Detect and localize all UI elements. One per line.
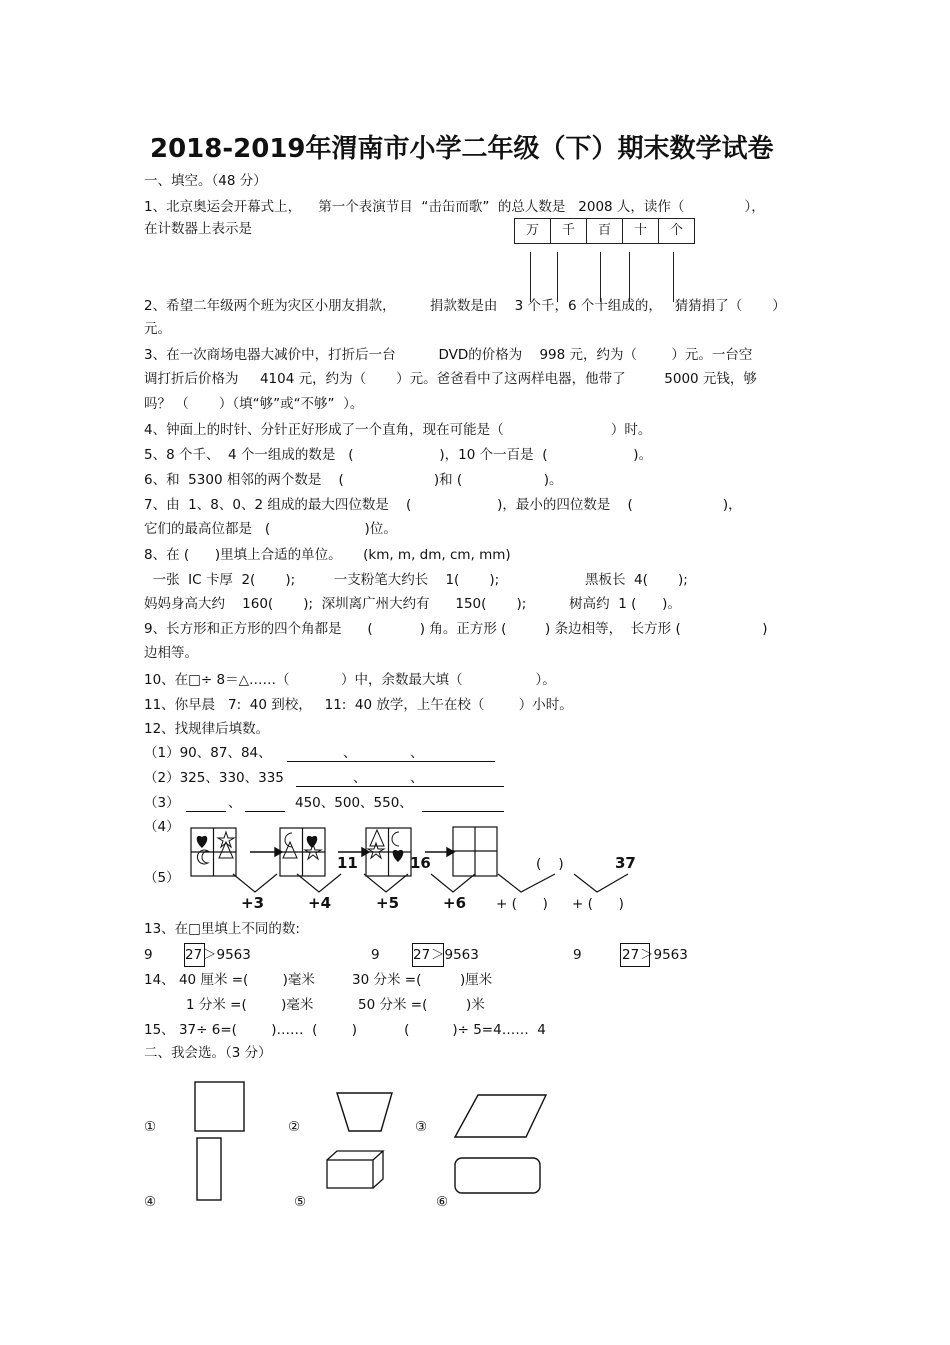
q13-nine: 9: [144, 947, 153, 963]
q12-part1: （1）90、87、84、: [144, 745, 272, 761]
triangle-icon: [219, 842, 233, 858]
operator-label: +4: [308, 894, 332, 912]
trapezoid-shape: [337, 1093, 392, 1131]
q8-line3: 妈妈身高大约 160( ); 深圳离广州大约有 150( ); 树高约 1 ( )。: [144, 596, 681, 612]
moon-icon: [392, 832, 399, 846]
operator-label: +5: [376, 894, 400, 912]
pattern-box-answer: [453, 827, 497, 876]
q13-rest: ＞9563: [431, 947, 479, 963]
q12-part3-numbers: 450、500、550、: [295, 795, 413, 811]
section2-heading: 二、我会选。（3 分）: [144, 1045, 272, 1061]
parallelogram-shape: [455, 1095, 546, 1137]
square-shape: [195, 1082, 244, 1131]
q14-line1a: 14、 40 厘米 =( )毫米: [144, 972, 315, 988]
q13-nine: 9: [371, 947, 380, 963]
q13-box-number: 27: [185, 947, 203, 963]
q12-part3-label: （3）: [144, 795, 180, 811]
q11: 11、你早晨 7: 40 到校， 11: 40 放学，上午在校（ ）小时。: [144, 697, 573, 713]
operator-label: + ( ): [572, 896, 624, 912]
q14-line2a: 1 分米 =( )毫米: [186, 997, 314, 1013]
option-marker-2: ②: [288, 1119, 301, 1135]
q13-rest: ＞9563: [640, 947, 688, 963]
cuboid-shape: [327, 1151, 383, 1188]
triangle-icon: [370, 830, 384, 846]
arrow-icon: [250, 848, 282, 856]
pattern-box-1: [191, 828, 236, 876]
number-connectors: [233, 874, 628, 892]
q7-line2: 它们的最高位都是 ( )位。: [144, 521, 397, 537]
q4: 4、钟面上的时针、分针正好形成了一个直角，现在可能是（ ）时。: [144, 422, 652, 438]
q2-line2: 元。: [144, 321, 171, 337]
sequence-answer-blank: ( ): [536, 856, 564, 872]
rectangle-shape: [197, 1138, 221, 1200]
q13-box-number: 27: [413, 947, 431, 963]
option-marker-4: ④: [144, 1194, 157, 1210]
q8-line2: 一张 IC 卡厚 2( ); 一支粉笔大约长 1( ); 黑板长 4( );: [144, 572, 688, 588]
q9-line2: 边相等。: [144, 645, 198, 661]
heart-icon: [393, 850, 404, 862]
q12-part4-label: （4）: [144, 819, 180, 835]
operator-label: +6: [443, 894, 467, 912]
separator: 、: [410, 745, 424, 761]
sequence-number: 16: [410, 854, 431, 872]
sequence-number: 37: [615, 854, 636, 872]
abacus-wan: 万: [515, 219, 551, 243]
option-marker-1: ①: [144, 1119, 157, 1135]
abacus-shi: 十: [623, 219, 659, 243]
operator-label: +3: [241, 894, 265, 912]
q8-line1: 8、在 ( )里填上合适的单位。 (km, m, dm, cm, mm): [144, 547, 511, 563]
abacus-qian: 千: [551, 219, 587, 243]
heart-icon: [197, 836, 208, 848]
page-title: 2018-2019年渭南市小学二年级（下）期末数学试卷: [150, 134, 774, 164]
q2-line1: 2、希望二年级两个班为灾区小朋友捐款， 捐款数是由 3 个千，6 个十组成的， 猜猜捐了（ ）: [144, 298, 786, 314]
q10: 10、在□÷ 8＝△……（ ）中，余数最大填（ ）。: [144, 672, 556, 688]
sequence-number: 11: [337, 854, 358, 872]
q13-heading: 13、在□里填上不同的数:: [144, 921, 300, 937]
star-icon: [218, 832, 234, 847]
operator-label: + ( ): [496, 896, 548, 912]
q14-line1b: 30 分米 =( )厘米: [352, 972, 493, 988]
q12-part2: （2）325、330、335: [144, 770, 284, 786]
q3-line2: 调打折后价格为 4104 元，约为（ ）元。爸爸看中了这两样电器，他带了 5000 元钱，够: [144, 371, 757, 387]
rounded-rectangle-shape: [455, 1158, 540, 1193]
abacus-bai: 百: [587, 219, 623, 243]
q9-line1: 9、长方形和正方形的四个角都是 ( ) 角。正方形 ( ) 条边相等， 长方形 ( ): [144, 621, 768, 637]
abacus-ge: 个: [669, 223, 683, 238]
q12-part5-label: （5）: [144, 870, 180, 886]
q13-nine: 9: [573, 947, 582, 963]
section1-heading: 一、填空。（48 分）: [144, 173, 267, 189]
q13-box-number: 27: [622, 947, 640, 963]
q6: 6、和 5300 相邻的两个数是 ( )和 ( )。: [144, 472, 563, 488]
option-marker-5: ⑤: [294, 1194, 307, 1210]
option-marker-6: ⑥: [436, 1194, 449, 1210]
separator: 、: [228, 795, 242, 811]
separator: 、: [343, 745, 357, 761]
q1-line1: 1、北京奥运会开幕式上， 第一个表演节目 “击缶而歌” 的总人数是 2008 人，读作（ ），: [144, 199, 765, 215]
q3-line1: 3、在一次商场电器大减价中，打折后一台 DVD的价格为 998 元，约为（ ）元。一台空: [144, 347, 753, 363]
separator: 、: [410, 770, 424, 786]
separator: 、: [353, 770, 367, 786]
q5: 5、8 个千、 4 个一组成的数是 ( )，10 个一百是 ( )。: [144, 447, 653, 463]
q3-line3: 吗？ （ ）（填“够”或“不够” ）。: [144, 396, 364, 412]
q1-line2: 在计数器上表示是: [144, 221, 252, 237]
q12-heading: 12、找规律后填数。: [144, 721, 270, 737]
q15: 15、 37÷ 6=( )…… ( ) ( )÷ 5=4…… 4: [144, 1022, 546, 1038]
q13-rest: ＞9563: [203, 947, 251, 963]
q14-line2b: 50 分米 =( )米: [358, 997, 485, 1013]
q7-line1: 7、由 1、8、0、2 组成的最大四位数是 ( )，最小的四位数是 ( )，: [144, 497, 742, 513]
option-marker-3: ③: [415, 1119, 428, 1135]
triangle-icon: [283, 842, 297, 858]
